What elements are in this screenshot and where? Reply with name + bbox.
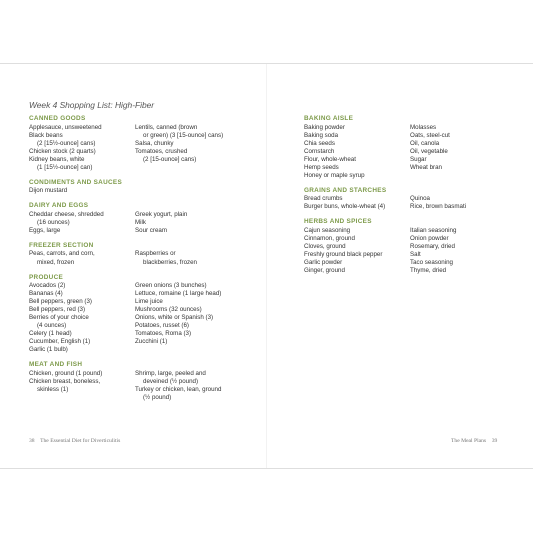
shopping-item: Baking powder <box>304 123 345 131</box>
shopping-item: Thyme, dried <box>410 267 447 275</box>
shopping-item: blackberries, frozen <box>143 258 197 266</box>
shopping-item: Applesauce, unsweetened <box>29 123 102 131</box>
item-column <box>410 195 516 211</box>
shopping-item: Greek yogurt, plain <box>135 210 188 218</box>
shopping-item: (½ pound) <box>143 394 172 402</box>
page-gutter <box>266 64 267 468</box>
item-column <box>29 124 135 172</box>
shopping-item: Onions, white or Spanish (3) <box>135 314 214 322</box>
item-column <box>29 187 135 195</box>
category-heading: FREEZER SECTION <box>29 241 94 249</box>
item-column <box>135 211 241 235</box>
shopping-item: Garlic powder <box>304 259 343 267</box>
shopping-item: Celery (1 head) <box>29 330 72 338</box>
shopping-item: Salt <box>410 251 421 259</box>
shopping-item: Lettuce, romaine (1 large head) <box>135 290 222 298</box>
shopping-item: (1 [15½-ounce] can) <box>37 163 93 171</box>
shopping-item: skinless (1) <box>37 386 69 394</box>
shopping-item: Bananas (4) <box>29 290 63 298</box>
shopping-item: Italian seasoning <box>410 226 457 234</box>
category-heading: DAIRY AND EGGS <box>29 202 89 210</box>
item-column <box>304 195 410 211</box>
shopping-item: Peas, carrots, and corn, <box>29 250 95 258</box>
shopping-item: or green) (3 [15-ounce] cans) <box>143 131 224 139</box>
shopping-item: Cajun seasoning <box>304 226 351 234</box>
item-column <box>135 282 241 354</box>
shopping-item: Taco seasoning <box>410 259 453 267</box>
shopping-item: Chicken breast, boneless, <box>29 378 101 386</box>
shopping-item: (4 ounces) <box>37 322 67 330</box>
left-page-list <box>29 114 224 408</box>
item-column <box>410 227 516 275</box>
item-column <box>29 211 135 235</box>
category-section <box>29 241 197 267</box>
right-page-list <box>304 114 467 281</box>
category-heading: MEAT AND FISH <box>29 361 83 369</box>
shopping-item: Rosemary, dried <box>410 243 455 251</box>
footer-right-chapter-title: The Meal Plans <box>451 438 487 444</box>
shopping-item: deveined (½ pound) <box>143 378 199 386</box>
category-heading: PRODUCE <box>29 273 64 281</box>
shopping-item: Ginger, ground <box>304 267 345 275</box>
shopping-item: Oil, canola <box>410 139 440 147</box>
shopping-item: Avocados (2) <box>29 282 66 290</box>
shopping-item: Zucchini (1) <box>135 338 168 346</box>
item-column <box>135 250 241 266</box>
item-column <box>29 282 135 354</box>
shopping-item: Chicken stock (2 quarts) <box>29 147 96 155</box>
shopping-item: Cucumber, English (1) <box>29 338 91 346</box>
shopping-item: Cloves, ground <box>304 243 346 251</box>
shopping-item: Oats, steel-cut <box>410 131 450 139</box>
shopping-item: Baking soda <box>304 131 339 139</box>
shopping-item: Sugar <box>410 155 427 163</box>
shopping-item: Cornstarch <box>304 147 335 155</box>
shopping-item: Wheat bran <box>410 163 442 171</box>
shopping-item: Eggs, large <box>29 226 61 234</box>
shopping-item: Tomatoes, Roma (3) <box>135 330 192 338</box>
book-spread <box>0 63 533 469</box>
shopping-item: Dijon mustard <box>29 187 68 195</box>
item-column <box>304 227 410 275</box>
shopping-item: Raspberries or <box>135 250 176 258</box>
shopping-item: Green onions (3 bunches) <box>135 282 207 290</box>
shopping-item: (2 [15-ounce] cans) <box>143 155 197 163</box>
shopping-item: Tomatoes, crushed <box>135 147 188 155</box>
item-column <box>135 370 241 402</box>
item-column <box>410 124 516 180</box>
shopping-item: Honey or maple syrup <box>304 171 365 179</box>
shopping-item: Mushrooms (32 ounces) <box>135 306 202 314</box>
shopping-item: Garlic (1 bulb) <box>29 346 68 354</box>
shopping-item: Bell peppers, red (3) <box>29 306 86 314</box>
item-column <box>29 250 135 266</box>
shopping-item: mixed, frozen <box>37 258 75 266</box>
shopping-item: Chia seeds <box>304 139 335 147</box>
shopping-item: Onion powder <box>410 234 449 242</box>
shopping-item: Bread crumbs <box>304 195 343 203</box>
category-heading: GRAINS AND STARCHES <box>304 186 387 194</box>
shopping-item: Oil, vegetable <box>410 147 448 155</box>
shopping-item: Potatoes, russet (6) <box>135 322 189 330</box>
shopping-item: Shrimp, large, peeled and <box>135 369 206 377</box>
shopping-item: Cheddar cheese, shredded <box>29 210 104 218</box>
shopping-item: Lentils, canned (brown <box>135 123 198 131</box>
category-section <box>304 186 467 212</box>
footer-right <box>451 438 497 444</box>
footer-left <box>29 438 120 444</box>
shopping-item: Flour, whole-wheat <box>304 155 356 163</box>
footer-left-page-number: 38 <box>29 438 35 444</box>
shopping-item: Black beans <box>29 131 63 139</box>
shopping-item: Molasses <box>410 123 437 131</box>
item-column <box>135 124 241 172</box>
shopping-item: (2 [15½-ounce] cans) <box>37 139 96 147</box>
shopping-item: Bell peppers, green (3) <box>29 298 92 306</box>
category-section <box>304 217 457 275</box>
shopping-item: Sour cream <box>135 226 167 234</box>
shopping-item: Freshly ground black pepper <box>304 251 383 259</box>
item-column <box>135 187 241 195</box>
shopping-item: (16 ounces) <box>37 218 70 226</box>
shopping-item: Cinnamon, ground <box>304 234 355 242</box>
category-heading: BAKING AISLE <box>304 115 354 122</box>
shopping-item: Turkey or chicken, lean, ground <box>135 386 222 394</box>
shopping-item: Lime juice <box>135 298 163 306</box>
shopping-item: Salsa, chunky <box>135 139 174 147</box>
footer-left-book-title: The Essential Diet for Diverticulitis <box>40 438 121 444</box>
page-title: Week 4 Shopping List: High-Fiber <box>29 100 155 110</box>
shopping-item: Burger buns, whole-wheat (4) <box>304 203 386 211</box>
shopping-item: Chicken, ground (1 pound) <box>29 369 103 377</box>
category-section <box>29 114 224 172</box>
shopping-item: Hemp seeds <box>304 163 339 171</box>
item-column <box>304 124 410 180</box>
category-heading: CONDIMENTS AND SAUCES <box>29 178 123 186</box>
shopping-item: Milk <box>135 218 146 226</box>
category-heading: HERBS AND SPICES <box>304 218 372 226</box>
shopping-item: Quinoa <box>410 195 430 203</box>
category-heading: CANNED GOODS <box>29 115 86 122</box>
category-section <box>29 360 222 402</box>
category-section <box>29 273 222 355</box>
category-section <box>304 114 454 180</box>
footer-right-page-number: 39 <box>491 438 498 444</box>
category-section <box>29 178 179 196</box>
shopping-item: Berries of your choice <box>29 314 89 322</box>
category-section <box>29 201 188 235</box>
item-column <box>29 370 135 402</box>
shopping-item: Kidney beans, white <box>29 155 85 163</box>
shopping-item: Rice, brown basmati <box>410 203 467 211</box>
